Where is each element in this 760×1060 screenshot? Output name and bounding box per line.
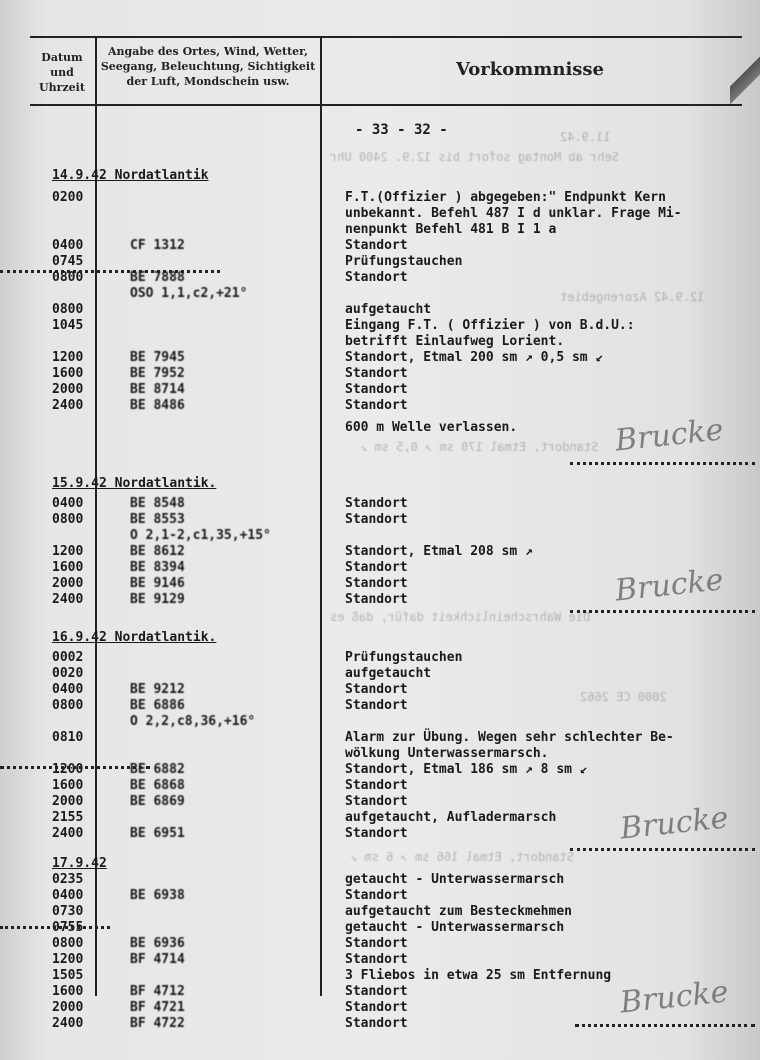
entry-time: 0810 [52,730,84,745]
entry-position: BE 6886 [130,698,185,713]
entry-time: 2400 [52,1016,84,1031]
entry-position: O 2,2,c8,36,+16° [130,714,256,729]
dotted-separator [0,926,110,929]
header-angabe: Angabe des Ortes, Wind, Wetter, Seegang, Beleuchtung, Sichtigkeit der Luft, Mondschein usw. [100,45,316,88]
date-heading: 15.9.42 Nordatlantik. [52,476,217,491]
entry-event: Standort, Etmal 208 sm ↗ [345,544,533,559]
entry-event: Standort [345,560,408,575]
dotted-separator [0,270,220,273]
entry-time: 1200 [52,952,84,967]
entry-position: BE 7952 [130,366,185,381]
entry-event: aufgetaucht [345,666,432,681]
entry-time: 2400 [52,592,84,607]
header-top-rule [30,36,742,38]
entry-time: 1600 [52,366,84,381]
entry-event: aufgetaucht, Aufladermarsch [345,810,557,825]
entry-time: 1045 [52,318,84,333]
entry-event: Standort [345,984,408,999]
entry-time: 0730 [52,904,84,919]
signature-3: Brucke [618,800,730,847]
entry-position: BE 6938 [130,888,185,903]
entry-time: 1600 [52,778,84,793]
entry-position: BF 4721 [130,1000,185,1015]
entry-position: BE 8553 [130,512,185,527]
entry-time: 0800 [52,512,84,527]
entry-event: Standort [345,238,408,253]
entry-time: 0400 [52,496,84,511]
entry-event: aufgetaucht [345,302,432,317]
header-vorkommnisse: Vorkommnisse [455,59,605,80]
entry-event: Alarm zur Übung. Wegen sehr schlechter Be- [345,730,674,745]
entry-time: 0800 [52,698,84,713]
entry-position: CF 1312 [130,238,185,253]
entry-time: 2000 [52,794,84,809]
entry-event: Standort [345,682,408,697]
entry-position: BE 7888 [130,270,185,285]
entry-event: Standort [345,366,408,381]
entry-time: 1505 [52,968,84,983]
entry-event: Standort [345,382,408,397]
entry-position: BE 6868 [130,778,185,793]
date-heading: 16.9.42 Nordatlantik. [52,630,217,645]
entry-position: BE 9146 [130,576,185,591]
entry-time: 1600 [52,560,84,575]
dotted-separator [570,610,755,613]
entry-event: getaucht - Unterwassermarsch [345,920,565,935]
entry-time: 2000 [52,382,84,397]
signature-4: Brucke [618,974,730,1021]
entry-time: 0745 [52,254,84,269]
entry-position: BF 4712 [130,984,185,999]
signature-2: Brucke [613,562,725,609]
entry-time: 1200 [52,544,84,559]
entry-time: 0400 [52,682,84,697]
entry-event: Standort [345,794,408,809]
entry-time: 0800 [52,302,84,317]
signature-1: Brucke [613,412,725,459]
entry-event: 600 m Welle verlassen. [345,420,518,435]
entry-position: BE 6882 [130,762,185,777]
entry-event: Standort [345,1016,408,1031]
entry-position: BE 9212 [130,682,185,697]
entry-time: 2000 [52,1000,84,1015]
entry-position: BE 8486 [130,398,185,413]
entry-event: Standort [345,512,408,527]
header-bottom-rule [30,104,742,106]
entry-event: Standort [345,778,408,793]
entry-position: BE 6951 [130,826,185,841]
entry-time: 0200 [52,190,84,205]
entry-event: Prüfungstauchen [345,650,463,665]
entry-time: 2155 [52,810,84,825]
entry-time: 0400 [52,238,84,253]
entry-event: Standort, Etmal 200 sm ↗ 0,5 sm ↙ [345,350,604,365]
entry-event: Standort [345,496,408,511]
entry-event: aufgetaucht zum Besteckmehmen [345,904,572,919]
entry-position: O 2,1-2,c1,35,+15° [130,528,271,543]
entry-event: Standort [345,936,408,951]
entry-time: 1200 [52,350,84,365]
date-heading: 17.9.42 [52,856,107,871]
dotted-separator [575,1024,755,1027]
torn-corner [730,50,760,110]
date-heading: 14.9.42 Nordatlantik [52,168,209,183]
dotted-separator [570,462,755,465]
header-datum: Datum und Uhrzeit [39,51,85,94]
entry-time: 0020 [52,666,84,681]
entry-time: 0002 [52,650,84,665]
entry-position: OSO 1,1,c2,+21° [130,286,248,301]
entry-event: F.T.(Offizier ) abgegeben:" Endpunkt Kern [345,190,666,205]
entry-time: 2400 [52,398,84,413]
entry-time: 1600 [52,984,84,999]
entry-position: BE 8612 [130,544,185,559]
entry-event: betrifft Einlaufweg Lorient. [345,334,565,349]
entry-time: 2000 [52,576,84,591]
entry-event: Standort [345,1000,408,1015]
entry-position: BF 4722 [130,1016,185,1031]
entry-time: 0755 [52,920,84,935]
entry-position: BE 8714 [130,382,185,397]
entry-time: 0800 [52,270,84,285]
dotted-separator [0,766,150,769]
entry-event: Standort [345,270,408,285]
entry-event: wölkung Unterwassermarsch. [345,746,549,761]
entry-event: unbekannt. Befehl 487 I d unklar. Frage Mi- [345,206,682,221]
dotted-separator [570,848,755,851]
entry-event: getaucht - Unterwassermarsch [345,872,565,887]
entry-event: Standort [345,952,408,967]
entry-event: Eingang F.T. ( Offizier ) von B.d.U.: [345,318,635,333]
entry-event: Standort [345,576,408,591]
entry-position: BF 4714 [130,952,185,967]
entry-position: BE 6869 [130,794,185,809]
column-rule-2 [320,36,322,996]
entry-event: Standort [345,698,408,713]
entry-event: Standort [345,888,408,903]
page-number: - 33 - 32 - [355,122,448,138]
entry-position: BE 9129 [130,592,185,607]
entry-time: 0235 [52,872,84,887]
entry-event: Standort [345,398,408,413]
entry-time: 0400 [52,888,84,903]
entry-event: nenpunkt Befehl 481 B I 1 a [345,222,557,237]
entry-event: Standort, Etmal 186 sm ↗ 8 sm ↙ [345,762,588,777]
entry-time: 2400 [52,826,84,841]
entry-event: Standort [345,826,408,841]
entry-event: 3 Fliebos in etwa 25 sm Entfernung [345,968,612,983]
entry-time: 1200 [52,762,84,777]
entry-event: Prüfungstauchen [345,254,463,269]
entry-position: BE 8394 [130,560,185,575]
entry-time: 0800 [52,936,84,951]
entry-position: BE 8548 [130,496,185,511]
entry-position: BE 6936 [130,936,185,951]
log-page: Datum und Uhrzeit Angabe des Ortes, Wind, Wetter, Seegang, Beleuchtung, Sichtigkeit der Luft, Mondschein usw. Vorkommnisse - 33 - 32 - Sehr ab Montag sofort bis 12.9. 2400 Uhr Standort, Etmal 170 sm ↗ 0,5 sm ↙ Die Wahrscheinlichkeit dafür, daß es Standort, Etmal 166 sm ↗ 6 sm ↙ 11.9.42 12.9.42 Azorengebiet 2000 CE 2662 14.9.42 Nordatlantik 0200 F.T.(Offizier ) abgegeben:" Endpunkt Kern unbekannt. Befehl 487 I d unklar. Frage Mi- nenpunkt Befehl 481 B I 1 a 0400 CF 1312 Standort 0745 Prüfungstauchen 0800 BE 7888 Standort OSO 1,1,c2,+21° 0800 aufgetaucht 1045 Eingang F.T. ( Offizier ) von B.d.U.: betrifft Einlaufweg Lorient. 1200 BE 7945 Standort, Etmal 200 sm ↗ 0,5 sm ↙ 1600 BE 7952 Standort 2000 BE 8714 Standort 2400 BE 8486 Standort 600 m Welle verlassen. 15.9.42 Nordatlantik. 0400 BE 8548 Standort 0800 BE 8553 Standort O 2,1-2,c1,35,+15° 1200 BE 8612 Standort, Etmal 208 sm ↗ 1600 BE 8394 Standort 2000 BE 9146 Standort 2400 BE 9129 Standort 16.9.42 Nordatlantik. 0002 Prüfungstauchen 0020 aufgetaucht 0400 BE 9212 Standort 0800 BE 6886 Standort O 2,2,c8,36,+16° 0810 Alarm zur Übung. Wegen sehr schlechter Be- wölkung Unterwassermarsch. 1200 BE 6882 Standort, Etmal 186 sm ↗ 8 sm ↙ 1600 BE 6868 Standort 2000 BE 6869 Standort 2155 aufgetaucht, Aufladermarsch 2400 BE 6951 Standort 17.9.42 0235 getaucht - Unterwassermarsch 0400 BE 6938 Standort 0730 aufgetaucht zum Besteckmehmen 0755 getaucht - Unterwassermarsch 0800 BE 6936 Standort 1200 BF 4714 Standort 1505 3 Fliebos in etwa 25 sm Entfernung 1600 BF 4712 Standort 2000 BF 4721 Standort 2400 BF 4722 Standort Brucke Brucke Brucke Brucke [0,0,760,1060]
entry-event: Standort [345,592,408,607]
entry-position: BE 7945 [130,350,185,365]
